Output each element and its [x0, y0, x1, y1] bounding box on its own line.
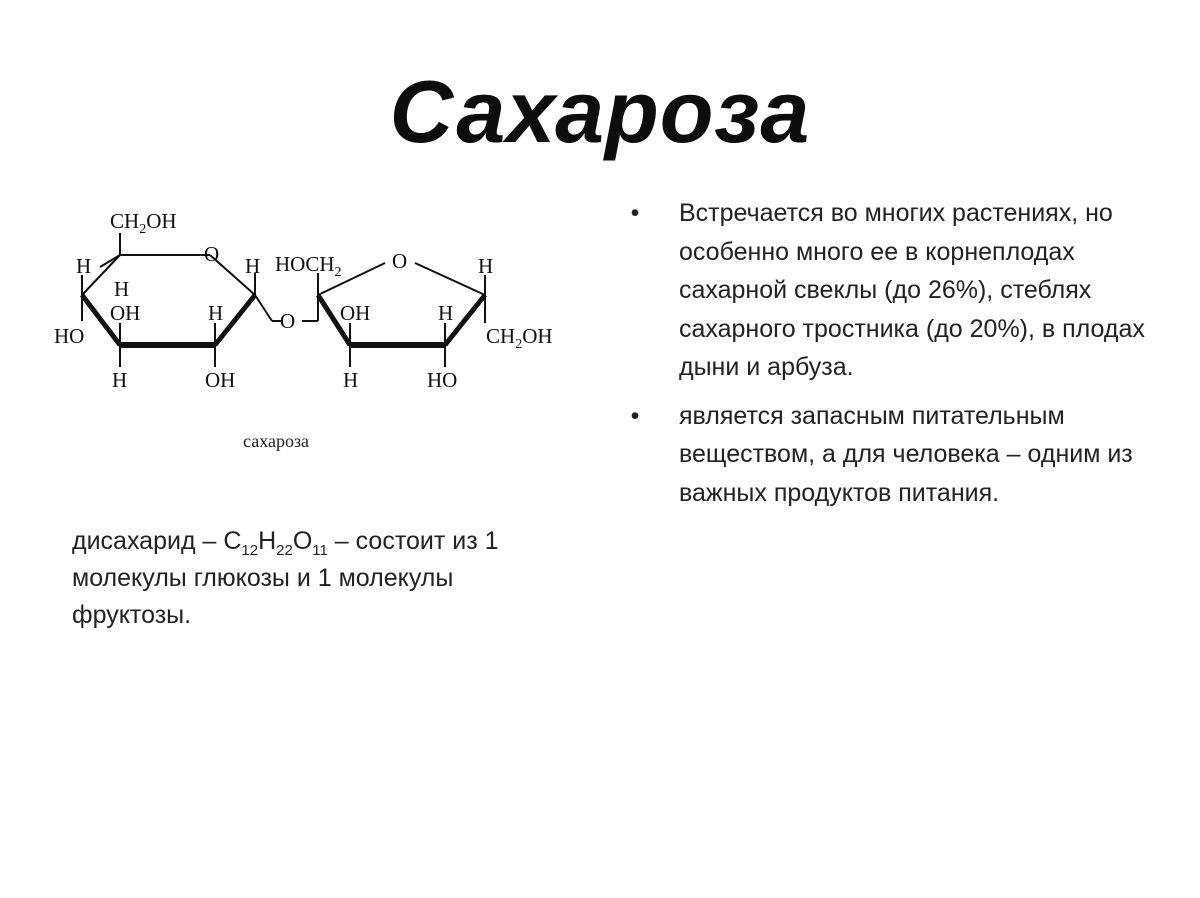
label-ch2oh-top: $CH_2OH$	[110, 209, 177, 237]
label-oh-c2: OH	[205, 368, 236, 392]
label-ho-c4: HO	[54, 324, 85, 348]
bullet-text: является запасным питательным веществом, а для человека – одним из важных продуктов питания.	[679, 401, 1133, 507]
bullet-marker: •	[630, 199, 640, 227]
label-ch2oh-right: $CH_2OH$	[486, 324, 553, 352]
label-h-c2-upper: H	[208, 301, 224, 325]
formula-h-sub: 22	[276, 542, 293, 559]
bullet-list	[625, 194, 1165, 522]
formula-o-sub: 11	[312, 542, 328, 559]
label-o-ring-glucose: O	[204, 242, 220, 266]
structure-caption: сахароза	[243, 431, 310, 451]
glucose-ring	[82, 233, 272, 367]
bullet-marker: •	[630, 401, 640, 430]
bullet-text: Встречается во многих растениях, но особенно много ее в корнеплодах сахарной свеклы (до 26%), стеблях сахарного тростника (до 20%), в плодах дыни и арбуза.	[679, 199, 1145, 381]
slide-title: Сахароза	[389, 62, 811, 161]
label-h-c4f: H	[438, 301, 454, 325]
label-h-c3: H	[112, 368, 128, 392]
formula-suffix: – состоит из 1 молекулы глюкозы и 1 молекулы фруктозы.	[72, 527, 499, 629]
label-o-bridge: O	[280, 309, 296, 333]
sucrose-structure-diagram	[40, 195, 600, 475]
sucrose-structure-svg	[40, 195, 600, 475]
label-oh-c3f: OH	[340, 301, 371, 325]
label-oh-c4: OH	[110, 301, 141, 325]
label-h-c5: H	[76, 254, 92, 278]
label-ho-c4f: HO	[427, 368, 458, 392]
bullet-item	[625, 194, 1165, 387]
formula-description	[72, 523, 572, 634]
label-h-c4-upper: H	[114, 277, 130, 301]
label-hoch2: $HOCH_2$	[275, 252, 342, 280]
bond	[255, 295, 272, 321]
formula-h: H	[258, 527, 277, 555]
bond	[415, 263, 485, 295]
label-h-c3f: H	[343, 368, 359, 392]
formula-prefix: дисахарид – C	[72, 527, 242, 555]
formula-c-sub: 12	[241, 542, 259, 559]
formula-o: O	[292, 527, 313, 555]
label-o-ring-fructose: O	[392, 249, 408, 273]
bullet-item	[625, 397, 1165, 513]
label-h-c5f: H	[478, 254, 494, 278]
label-h-c1: H	[245, 254, 261, 278]
